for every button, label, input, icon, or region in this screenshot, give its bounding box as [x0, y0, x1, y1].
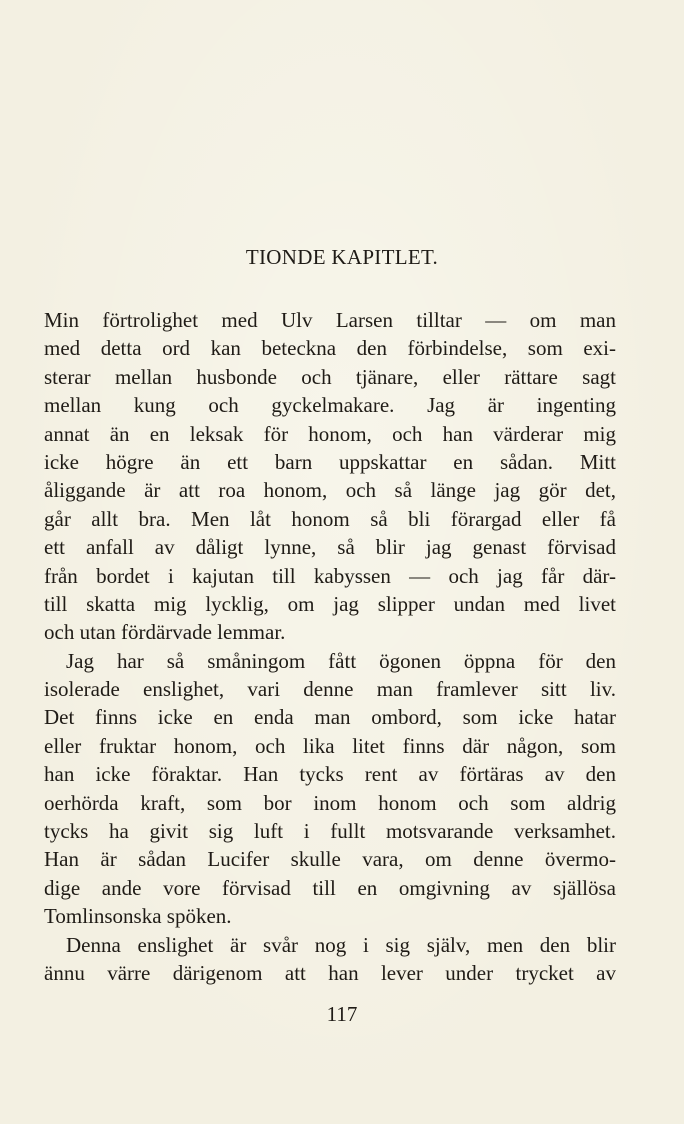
text-line: går allt bra. Men låt honom så bli förargad eller få [44, 506, 616, 531]
text-line: annat än en leksak för honom, och han värderar mig [44, 421, 616, 446]
text-line: icke högre än ett barn uppskattar en sådan. Mitt [44, 449, 616, 474]
text-line: han icke föraktar. Han tycks rent av förtäras av den [44, 762, 616, 787]
text-line: Det finns icke en enda man ombord, som icke hatar [44, 705, 616, 730]
text-line: Min förtrolighet med Ulv Larsen tilltar — om man [44, 308, 616, 332]
text-line: Denna enslighet är svår nog i sig själv, men den blir [66, 932, 616, 957]
chapter-title: TIONDE KAPITLET. [245, 245, 439, 269]
text-line: tycks ha givit sig luft i fullt motsvarande verksamhet. [44, 819, 616, 844]
text-line: med detta ord kan beteckna den förbindelse, som exi- [44, 336, 616, 361]
text-line: och utan fördärvade lemmar. [44, 620, 286, 645]
text-line: ännu värre därigenom att han lever under trycket av [44, 960, 616, 985]
text-line: Tomlinsonska spöken. [44, 904, 232, 929]
text-line: åliggande är att roa honom, och så länge jag gör det, [44, 478, 616, 503]
text-line: oerhörda kraft, som bor inom honom och som aldrig [44, 790, 616, 815]
page-number: 117 [326, 1002, 358, 1026]
text-line: eller fruktar honom, och lika litet finns där någon, som [44, 733, 616, 758]
text-line: mellan kung och gyckelmakare. Jag är ingenting [44, 393, 616, 418]
text-line: Jag har så småningom fått ögonen öppna för den [66, 648, 616, 673]
text-line: till skatta mig lycklig, om jag slipper undan med livet [44, 591, 616, 616]
text-line: från bordet i kajutan till kabyssen — och jag får där- [44, 563, 616, 588]
text-line: ett anfall av dåligt lynne, så blir jag genast förvisad [44, 535, 616, 560]
text-line: sterar mellan husbonde och tjänare, eller rättare sagt [44, 364, 616, 389]
text-line: isolerade enslighet, vari denne man framlever sitt liv. [44, 677, 616, 702]
text-line: dige ande vore förvisad till en omgivning av själlösa [44, 875, 616, 900]
text-line: Han är sådan Lucifer skulle vara, om denne övermo- [44, 847, 616, 872]
body-text [44, 306, 616, 987]
